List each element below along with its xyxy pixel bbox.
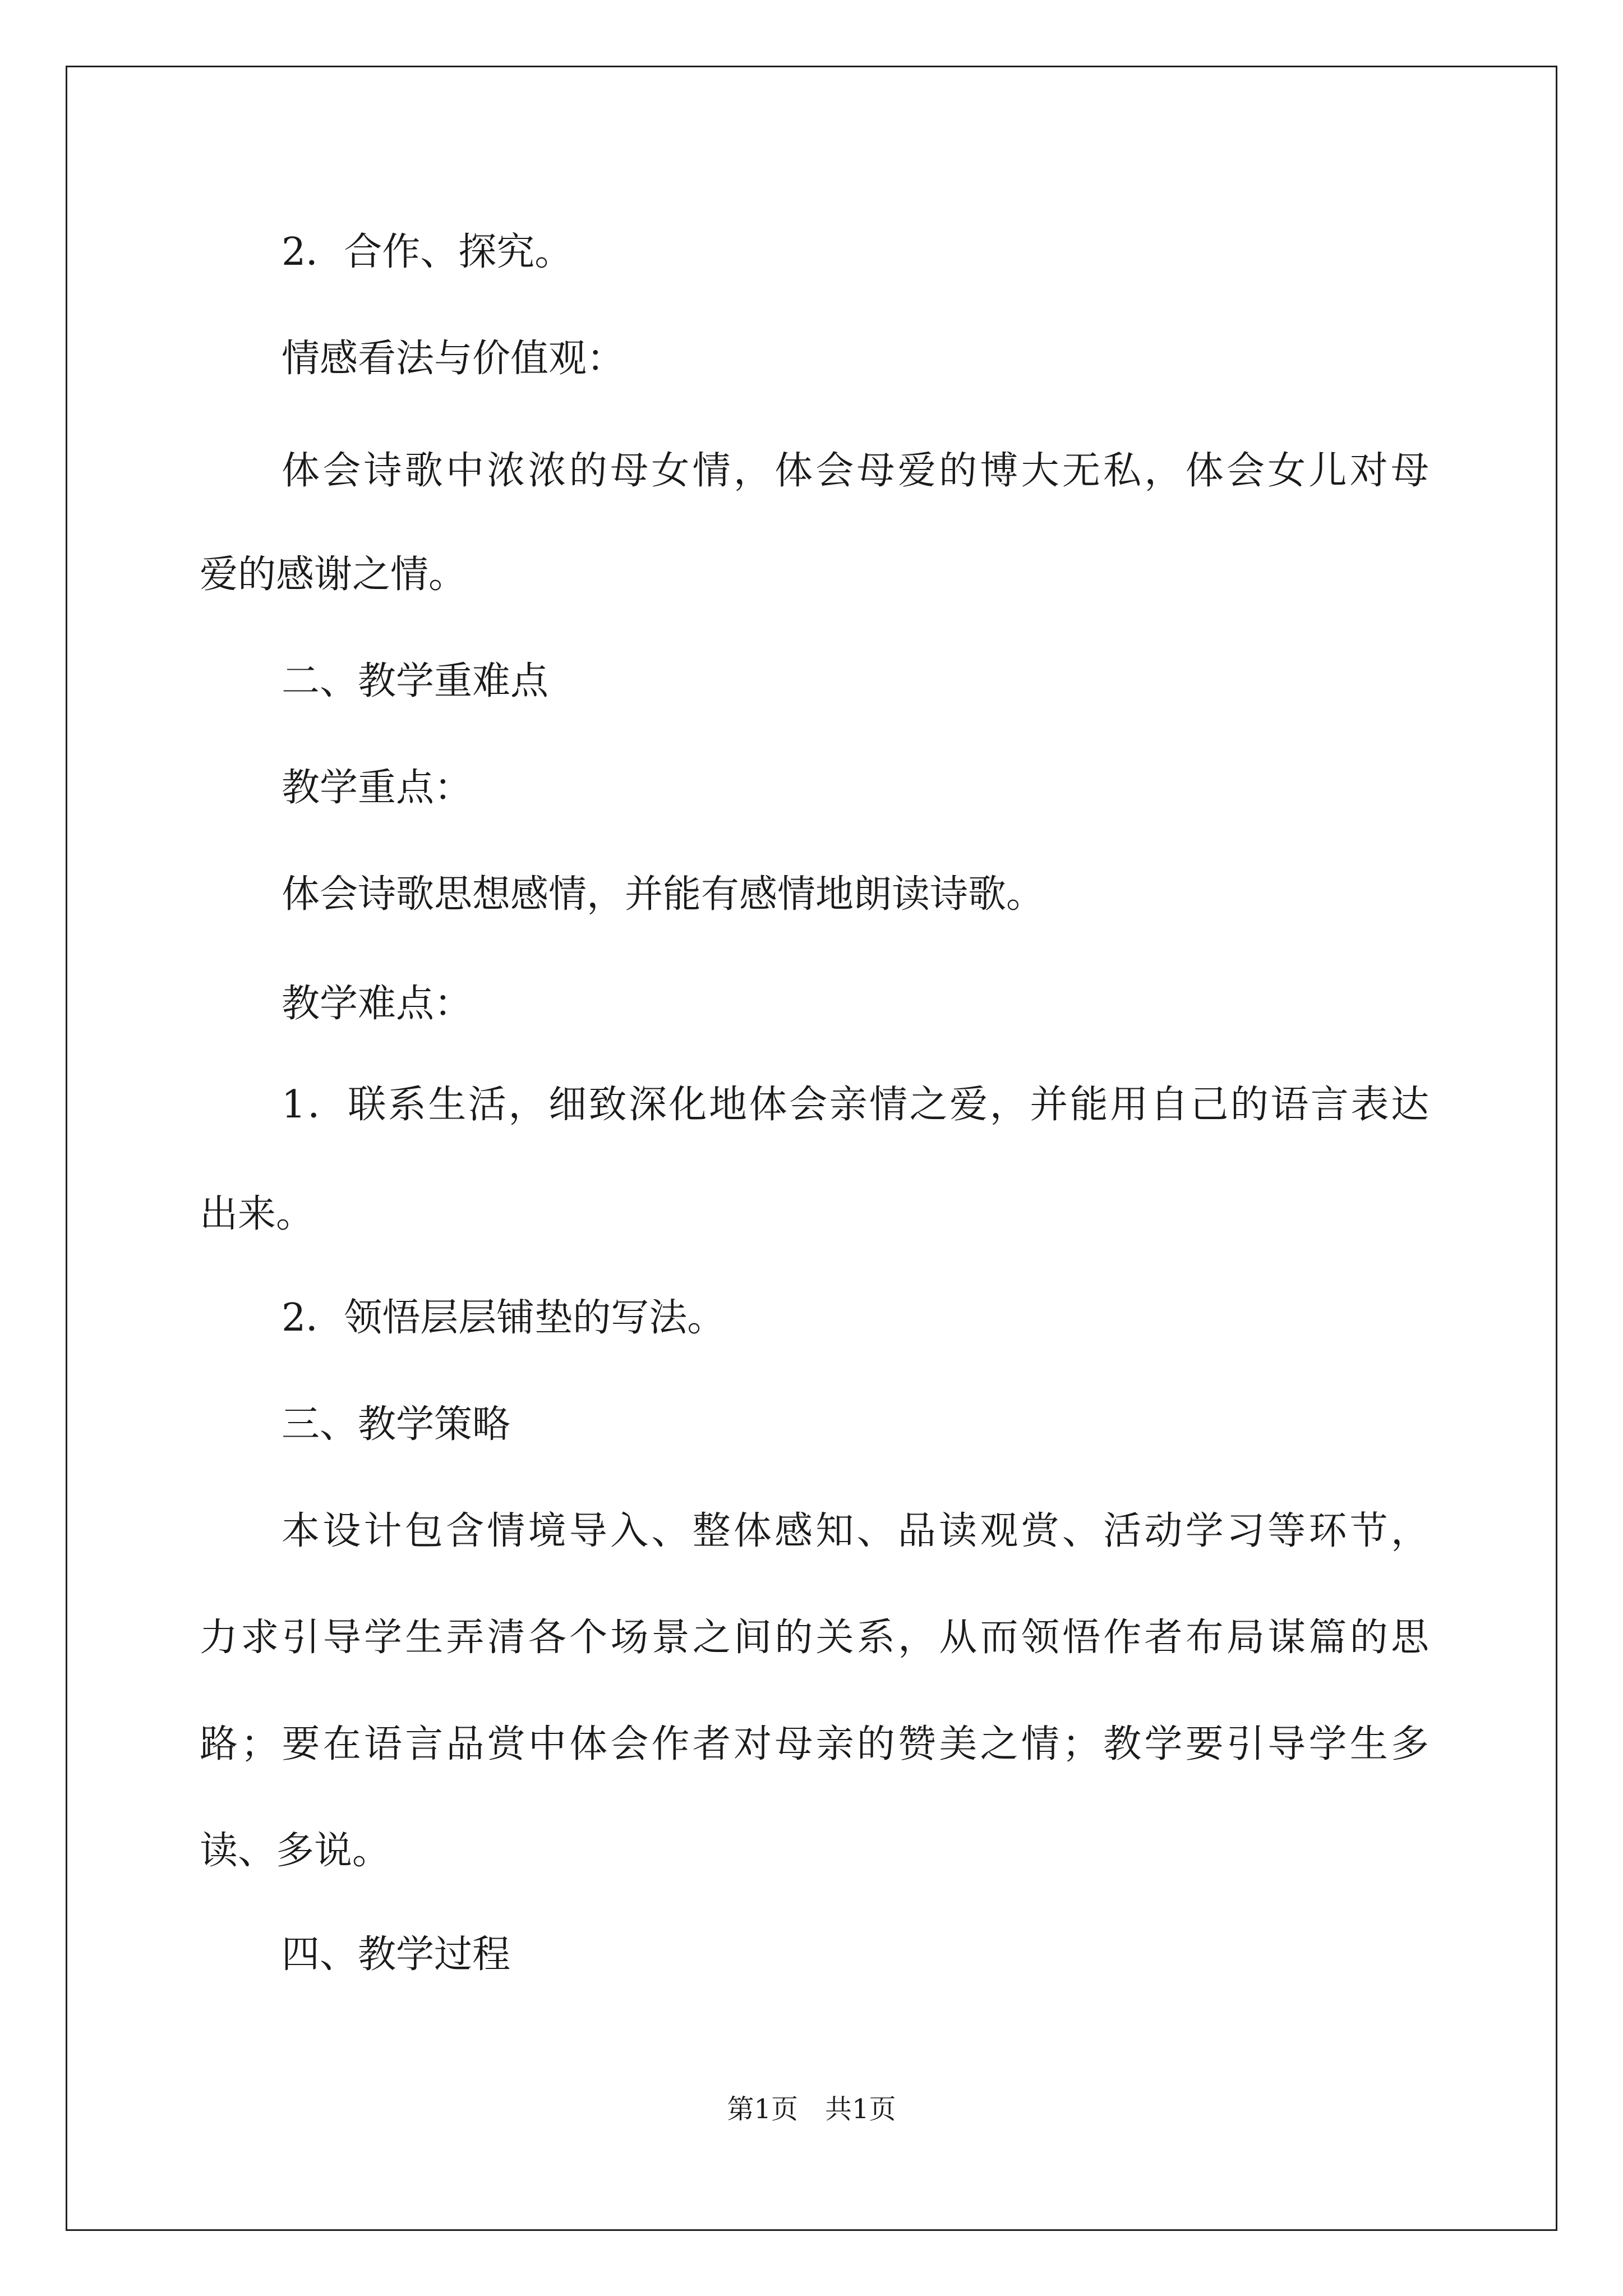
paragraph-line: 体会诗歌思想感情，并能有感情地朗读诗歌。 [282,872,1045,917]
section-heading: 四、教学过程 [282,1932,511,1977]
paragraph-line: 力求引导学生弄清各个场景之间的关系，从而领悟作者布局谋篇的思 [200,1616,1429,1660]
page-footer [0,2092,1623,2126]
subheading: 教学难点： [282,982,473,1026]
paragraph-line: 本设计包含情境导入、整体感知、品读观赏、活动学习等环节， [282,1509,1429,1553]
page-number-current: 第1页 [727,2093,798,2125]
paragraph-line: 路；要在语言品赏中体会作者对母亲的赞美之情；教学要引导学生多 [200,1722,1429,1766]
section-heading: 三、教学策略 [282,1402,511,1447]
section-heading: 二、教学重难点 [282,659,549,703]
paragraph-line: 读、多说。 [200,1829,391,1873]
paragraph-line: 1．联系生活，细致深化地体会亲情之爱，并能用自己的语言表达 [282,1083,1429,1127]
paragraph-line: 体会诗歌中浓浓的母女情，体会母爱的博大无私，体会女儿对母 [282,449,1429,493]
paragraph-line: 2．合作、探究。 [282,230,573,274]
paragraph-line: 情感看法与价值观： [282,337,625,381]
subheading: 教学重点： [282,766,473,810]
page-number-total: 共1页 [825,2093,896,2125]
paragraph-line: 爱的感谢之情。 [200,553,467,597]
paragraph-line: 出来。 [200,1192,315,1236]
paragraph-line: 2．领悟层层铺垫的写法。 [282,1296,726,1340]
